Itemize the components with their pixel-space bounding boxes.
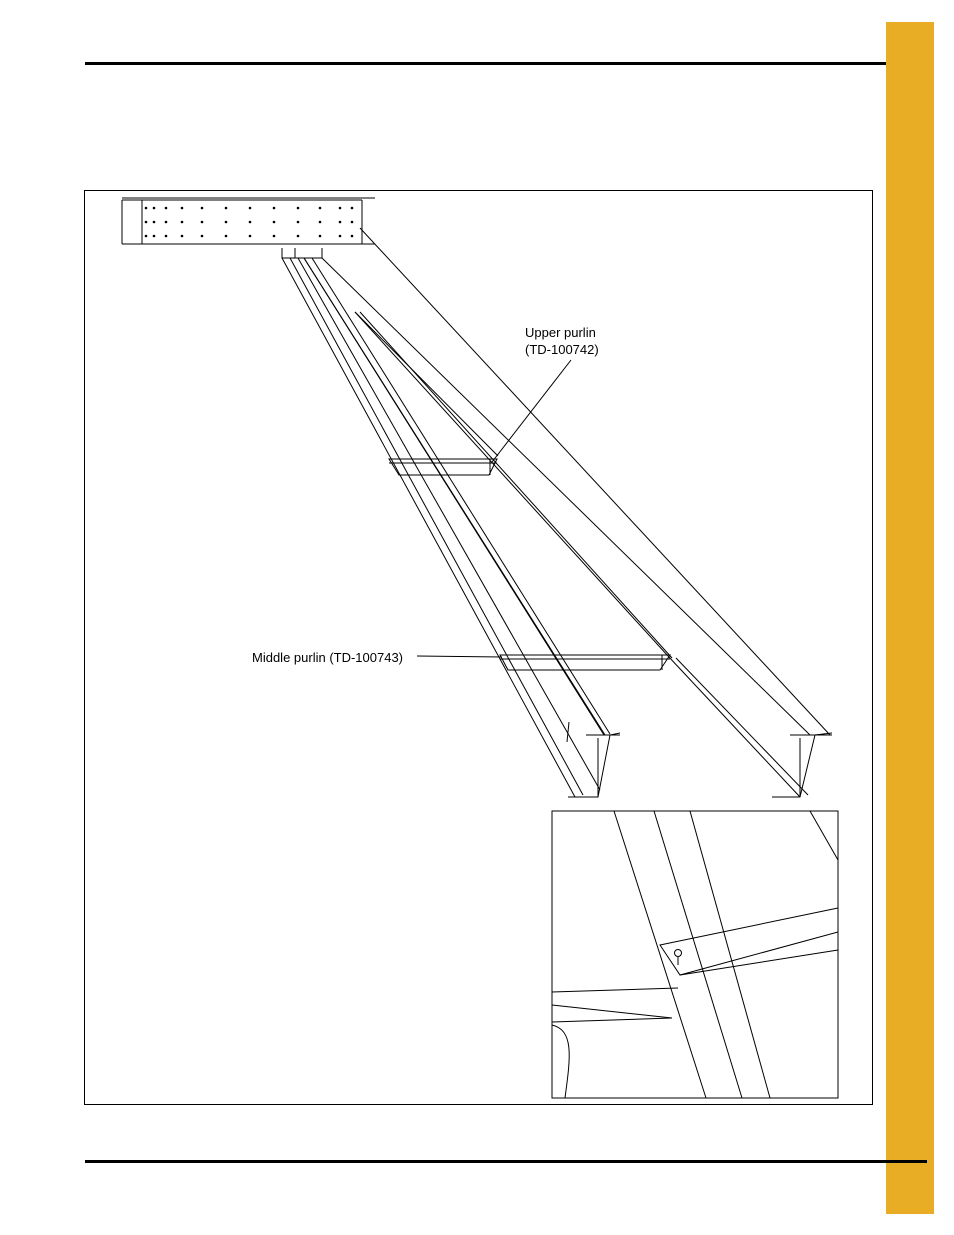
upper-purlin-part-number: (TD-100742) (525, 342, 599, 357)
middle-purlin-callout: Middle purlin (TD-100743) (252, 650, 404, 665)
middle-purlin (500, 655, 670, 670)
header-beam-bolt-holes (145, 207, 354, 238)
hanger-bracket (282, 248, 322, 258)
upper-purlin-label: Upper purlin (525, 325, 596, 340)
header-beam (122, 198, 375, 244)
right-rafter (322, 228, 832, 797)
upper-purlin-leader (492, 360, 571, 462)
upper-purlin-callout (525, 324, 599, 358)
middle-purlin-leader (417, 656, 502, 657)
detail-inset (552, 811, 838, 1098)
footer-rule (85, 1160, 927, 1163)
